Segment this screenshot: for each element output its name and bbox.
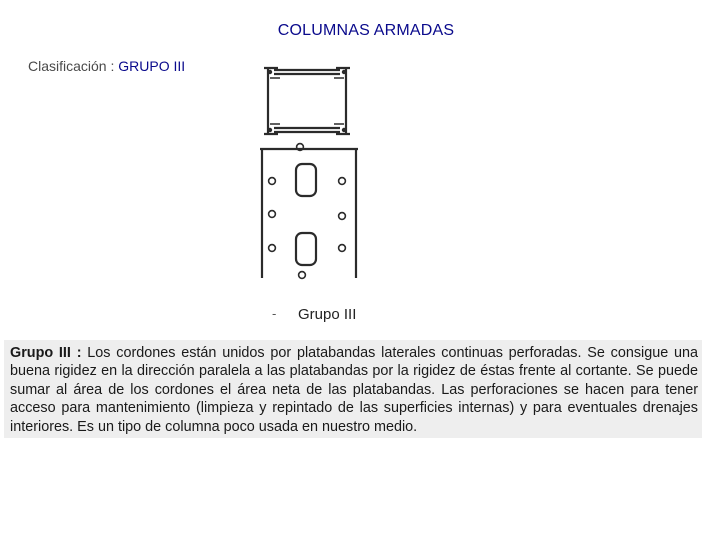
elevation-drawing — [260, 144, 358, 279]
classification-line — [28, 58, 185, 74]
page-title: COLUMNAS ARMADAS — [277, 22, 455, 39]
figure-caption: Grupo III — [298, 306, 357, 323]
description-text: Los cordones están unidos por platabandas laterales continuas perforadas. Se consigue una buena rigidez en la dirección paralela a las platabandas por la rigidez de éstas frente al cortante. Se puede sumar al área de los cordones el área neta de las platabandas. Las perforaciones se hacen para tener acceso para mantenimiento (limpieza y repintado de las superficies internas) y para eventuales drenajes interiores. Es un tipo de columna poco usada en nuestro medio. — [10, 345, 699, 435]
classification-value: GRUPO III — [118, 58, 186, 74]
description-label: Grupo III : — [10, 345, 82, 361]
caption-mark: - — [272, 306, 277, 321]
classification-label: Clasificación : — [28, 58, 115, 74]
description-block — [4, 340, 702, 438]
column-drawing — [240, 56, 390, 326]
cross-section-drawing — [264, 68, 350, 134]
